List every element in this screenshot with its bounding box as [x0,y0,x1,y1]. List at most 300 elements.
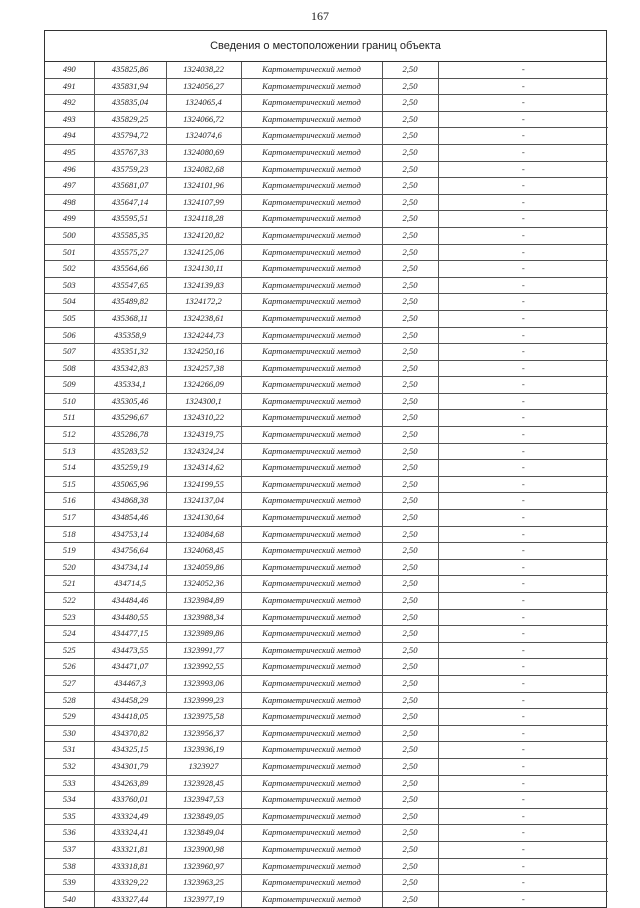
method: Картометрический метод [241,161,382,178]
table-row [45,841,608,858]
point-number: 527 [45,675,94,692]
method: Картометрический метод [241,277,382,294]
table-row [45,675,608,692]
x-coordinate: 434734,14 [94,559,166,576]
accuracy: 2,50 [382,841,438,858]
accuracy: 2,50 [382,675,438,692]
method: Картометрический метод [241,792,382,809]
x-coordinate: 434263,89 [94,775,166,792]
table-row [45,144,608,161]
x-coordinate: 434473,55 [94,642,166,659]
method: Картометрический метод [241,642,382,659]
point-number: 490 [45,62,94,78]
description: - [438,626,608,643]
description: - [438,427,608,444]
point-number: 523 [45,609,94,626]
description: - [438,858,608,875]
accuracy: 2,50 [382,792,438,809]
accuracy: 2,50 [382,808,438,825]
table-row [45,62,608,78]
accuracy: 2,50 [382,510,438,527]
description: - [438,161,608,178]
point-number: 514 [45,460,94,477]
description: - [438,310,608,327]
description: - [438,261,608,278]
y-coordinate: 1324266,09 [166,377,241,394]
accuracy: 2,50 [382,344,438,361]
description: - [438,576,608,593]
point-number: 505 [45,310,94,327]
description: - [438,294,608,311]
description: - [438,692,608,709]
accuracy: 2,50 [382,161,438,178]
accuracy: 2,50 [382,725,438,742]
y-coordinate: 1324257,38 [166,360,241,377]
x-coordinate: 434868,38 [94,493,166,510]
y-coordinate: 1323984,89 [166,593,241,610]
description: - [438,493,608,510]
accuracy: 2,50 [382,393,438,410]
description: - [438,211,608,228]
table-row [45,360,608,377]
y-coordinate: 1324244,73 [166,327,241,344]
accuracy: 2,50 [382,543,438,560]
y-coordinate: 1323900,98 [166,841,241,858]
description: - [438,62,608,78]
point-number: 530 [45,725,94,742]
table-row [45,825,608,842]
table-row [45,875,608,892]
description: - [438,344,608,361]
description: - [438,775,608,792]
method: Картометрический метод [241,95,382,112]
table-row [45,510,608,527]
accuracy: 2,50 [382,211,438,228]
x-coordinate: 435065,96 [94,476,166,493]
point-number: 511 [45,410,94,427]
y-coordinate: 1324139,83 [166,277,241,294]
accuracy: 2,50 [382,709,438,726]
method: Картометрический метод [241,194,382,211]
table-row [45,742,608,759]
table-row [45,227,608,244]
method: Картометрический метод [241,742,382,759]
x-coordinate: 435575,27 [94,244,166,261]
description: - [438,609,608,626]
accuracy: 2,50 [382,526,438,543]
description: - [438,825,608,842]
y-coordinate: 1323991,77 [166,642,241,659]
y-coordinate: 1324324,24 [166,443,241,460]
method: Картометрический метод [241,227,382,244]
x-coordinate: 435334,1 [94,377,166,394]
y-coordinate: 1324172,2 [166,294,241,311]
y-coordinate: 1323947,53 [166,792,241,809]
table-row [45,526,608,543]
method: Картометрический метод [241,244,382,261]
x-coordinate: 434484,46 [94,593,166,610]
point-number: 525 [45,642,94,659]
description: - [438,543,608,560]
x-coordinate: 434458,29 [94,692,166,709]
y-coordinate: 1323999,23 [166,692,241,709]
point-number: 515 [45,476,94,493]
accuracy: 2,50 [382,858,438,875]
method: Картометрический метод [241,327,382,344]
y-coordinate: 1323993,06 [166,675,241,692]
accuracy: 2,50 [382,742,438,759]
method: Картометрический метод [241,360,382,377]
x-coordinate: 435286,78 [94,427,166,444]
y-coordinate: 1324101,96 [166,178,241,195]
table-row [45,792,608,809]
description: - [438,841,608,858]
accuracy: 2,50 [382,609,438,626]
boundary-table-frame [44,30,607,908]
x-coordinate: 434325,15 [94,742,166,759]
description: - [438,194,608,211]
description: - [438,792,608,809]
point-number: 536 [45,825,94,842]
method: Картометрический метод [241,344,382,361]
accuracy: 2,50 [382,758,438,775]
table-row [45,294,608,311]
point-number: 498 [45,194,94,211]
accuracy: 2,50 [382,476,438,493]
point-number: 510 [45,393,94,410]
description: - [438,227,608,244]
x-coordinate: 435825,86 [94,62,166,78]
table-row [45,443,608,460]
accuracy: 2,50 [382,277,438,294]
method: Картометрический метод [241,543,382,560]
y-coordinate: 1323927 [166,758,241,775]
point-number: 516 [45,493,94,510]
description: - [438,95,608,112]
point-number: 502 [45,261,94,278]
description: - [438,443,608,460]
y-coordinate: 1324199,55 [166,476,241,493]
accuracy: 2,50 [382,427,438,444]
x-coordinate: 435351,32 [94,344,166,361]
description: - [438,875,608,892]
y-coordinate: 1323992,55 [166,659,241,676]
method: Картометрический метод [241,675,382,692]
x-coordinate: 435296,67 [94,410,166,427]
point-number: 528 [45,692,94,709]
accuracy: 2,50 [382,62,438,78]
x-coordinate: 434854,46 [94,510,166,527]
table-row [45,758,608,775]
method: Картометрический метод [241,144,382,161]
y-coordinate: 1324066,72 [166,111,241,128]
point-number: 538 [45,858,94,875]
point-number: 493 [45,111,94,128]
description: - [438,78,608,95]
accuracy: 2,50 [382,775,438,792]
table-row [45,327,608,344]
accuracy: 2,50 [382,576,438,593]
description: - [438,526,608,543]
point-number: 521 [45,576,94,593]
point-number: 504 [45,294,94,311]
x-coordinate: 435305,46 [94,393,166,410]
table-row [45,95,608,112]
y-coordinate: 1323956,37 [166,725,241,742]
x-coordinate: 435547,65 [94,277,166,294]
method: Картометрический метод [241,427,382,444]
point-number: 492 [45,95,94,112]
method: Картометрический метод [241,460,382,477]
x-coordinate: 434753,14 [94,526,166,543]
method: Картометрический метод [241,62,382,78]
method: Картометрический метод [241,692,382,709]
accuracy: 2,50 [382,294,438,311]
method: Картометрический метод [241,808,382,825]
point-number: 507 [45,344,94,361]
point-number: 495 [45,144,94,161]
point-number: 529 [45,709,94,726]
y-coordinate: 1323975,58 [166,709,241,726]
x-coordinate: 435835,04 [94,95,166,112]
accuracy: 2,50 [382,825,438,842]
y-coordinate: 1324130,64 [166,510,241,527]
description: - [438,178,608,195]
accuracy: 2,50 [382,593,438,610]
table-row [45,194,608,211]
y-coordinate: 1324052,36 [166,576,241,593]
point-number: 526 [45,659,94,676]
y-coordinate: 1324137,04 [166,493,241,510]
x-coordinate: 435368,11 [94,310,166,327]
point-number: 509 [45,377,94,394]
table-body [45,62,608,907]
method: Картометрический метод [241,211,382,228]
table-row [45,808,608,825]
y-coordinate: 1324250,16 [166,344,241,361]
x-coordinate: 435358,9 [94,327,166,344]
accuracy: 2,50 [382,194,438,211]
point-number: 535 [45,808,94,825]
table-row [45,427,608,444]
description: - [438,327,608,344]
accuracy: 2,50 [382,261,438,278]
method: Картометрический метод [241,891,382,907]
accuracy: 2,50 [382,360,438,377]
y-coordinate: 1324082,68 [166,161,241,178]
method: Картометрический метод [241,493,382,510]
x-coordinate: 435585,35 [94,227,166,244]
y-coordinate: 1324319,75 [166,427,241,444]
accuracy: 2,50 [382,78,438,95]
accuracy: 2,50 [382,875,438,892]
table-row [45,460,608,477]
method: Картометрический метод [241,510,382,527]
x-coordinate: 433318,81 [94,858,166,875]
point-number: 518 [45,526,94,543]
description: - [438,377,608,394]
method: Картометрический метод [241,526,382,543]
y-coordinate: 1324084,68 [166,526,241,543]
point-number: 534 [45,792,94,809]
y-coordinate: 1324238,61 [166,310,241,327]
description: - [438,709,608,726]
method: Картометрический метод [241,659,382,676]
accuracy: 2,50 [382,178,438,195]
description: - [438,393,608,410]
table-row [45,128,608,145]
table-row [45,576,608,593]
method: Картометрический метод [241,78,382,95]
point-number: 503 [45,277,94,294]
x-coordinate: 435767,33 [94,144,166,161]
boundary-points-table [45,62,608,907]
description: - [438,410,608,427]
description: - [438,593,608,610]
y-coordinate: 1323963,25 [166,875,241,892]
accuracy: 2,50 [382,659,438,676]
point-number: 519 [45,543,94,560]
method: Картометрический метод [241,775,382,792]
accuracy: 2,50 [382,692,438,709]
method: Картометрический метод [241,593,382,610]
point-number: 501 [45,244,94,261]
method: Картометрический метод [241,841,382,858]
point-number: 494 [45,128,94,145]
x-coordinate: 434301,79 [94,758,166,775]
page-number: 167 [311,9,329,23]
y-coordinate: 1324314,62 [166,460,241,477]
y-coordinate: 1323989,86 [166,626,241,643]
x-coordinate: 434467,3 [94,675,166,692]
table-row [45,261,608,278]
x-coordinate: 435681,07 [94,178,166,195]
y-coordinate: 1324107,99 [166,194,241,211]
x-coordinate: 435831,94 [94,78,166,95]
accuracy: 2,50 [382,460,438,477]
accuracy: 2,50 [382,891,438,907]
description: - [438,559,608,576]
method: Картометрический метод [241,410,382,427]
point-number: 500 [45,227,94,244]
description: - [438,460,608,477]
x-coordinate: 435489,82 [94,294,166,311]
table-row [45,410,608,427]
y-coordinate: 1324056,27 [166,78,241,95]
table-row [45,609,608,626]
method: Картометрический метод [241,709,382,726]
method: Картометрический метод [241,559,382,576]
method: Картометрический метод [241,609,382,626]
table-row [45,543,608,560]
table-row [45,775,608,792]
x-coordinate: 435794,72 [94,128,166,145]
table-row [45,476,608,493]
description: - [438,675,608,692]
y-coordinate: 1323977,19 [166,891,241,907]
table-row [45,310,608,327]
point-number: 506 [45,327,94,344]
description: - [438,244,608,261]
table-row [45,559,608,576]
description: - [438,742,608,759]
accuracy: 2,50 [382,377,438,394]
point-number: 496 [45,161,94,178]
method: Картометрический метод [241,393,382,410]
point-number: 491 [45,78,94,95]
accuracy: 2,50 [382,144,438,161]
y-coordinate: 1323936,19 [166,742,241,759]
point-number: 540 [45,891,94,907]
y-coordinate: 1324310,22 [166,410,241,427]
x-coordinate: 435829,25 [94,111,166,128]
table-row [45,344,608,361]
point-number: 539 [45,875,94,892]
description: - [438,111,608,128]
method: Картометрический метод [241,377,382,394]
method: Картометрический метод [241,178,382,195]
x-coordinate: 434714,5 [94,576,166,593]
point-number: 508 [45,360,94,377]
description: - [438,144,608,161]
y-coordinate: 1323849,04 [166,825,241,842]
table-row [45,377,608,394]
point-number: 497 [45,178,94,195]
accuracy: 2,50 [382,493,438,510]
y-coordinate: 1323988,34 [166,609,241,626]
x-coordinate: 435759,23 [94,161,166,178]
point-number: 499 [45,211,94,228]
description: - [438,360,608,377]
table-row [45,393,608,410]
accuracy: 2,50 [382,327,438,344]
method: Картометрический метод [241,310,382,327]
accuracy: 2,50 [382,111,438,128]
y-coordinate: 1324080,69 [166,144,241,161]
x-coordinate: 434477,15 [94,626,166,643]
accuracy: 2,50 [382,244,438,261]
table-row [45,161,608,178]
method: Картометрический метод [241,626,382,643]
y-coordinate: 1324120,82 [166,227,241,244]
y-coordinate: 1323849,05 [166,808,241,825]
method: Картометрический метод [241,875,382,892]
y-coordinate: 1323928,45 [166,775,241,792]
x-coordinate: 435259,19 [94,460,166,477]
y-coordinate: 1324300,1 [166,393,241,410]
table-row [45,593,608,610]
method: Картометрический метод [241,725,382,742]
table-row [45,725,608,742]
table-row [45,111,608,128]
x-coordinate: 435564,66 [94,261,166,278]
table-row [45,78,608,95]
x-coordinate: 434471,07 [94,659,166,676]
method: Картометрический метод [241,576,382,593]
method: Картометрический метод [241,825,382,842]
accuracy: 2,50 [382,410,438,427]
table-row [45,858,608,875]
point-number: 531 [45,742,94,759]
y-coordinate: 1324130,11 [166,261,241,278]
point-number: 517 [45,510,94,527]
method: Картометрический метод [241,858,382,875]
x-coordinate: 435595,51 [94,211,166,228]
description: - [438,128,608,145]
method: Картометрический метод [241,128,382,145]
point-number: 524 [45,626,94,643]
description: - [438,476,608,493]
